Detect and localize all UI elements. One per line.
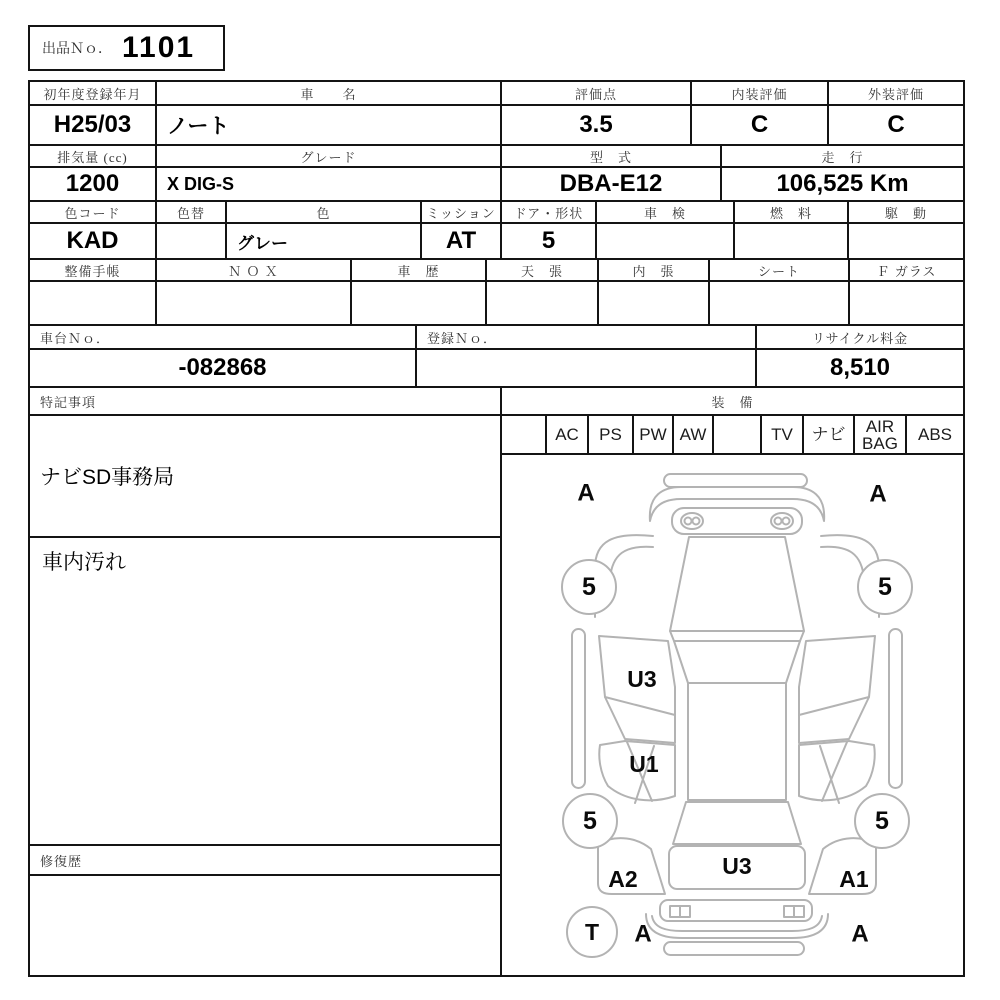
lot-number-box <box>28 25 225 71</box>
special-note-1: ナビSD事務局 <box>28 414 502 538</box>
drive-header: 駆 動 <box>847 200 965 224</box>
model-code-header: 型 式 <box>500 144 722 168</box>
color-change-value <box>155 222 227 260</box>
equipment-cell <box>712 414 762 455</box>
nox-value <box>155 280 352 326</box>
headliner-header: 天 張 <box>485 258 599 282</box>
score-value: 3.5 <box>500 104 692 146</box>
equipment-cell <box>500 414 547 455</box>
seat-value <box>708 280 850 326</box>
car-name-value: ノート <box>155 104 502 146</box>
inspection-value <box>595 222 735 260</box>
diagram-mark: U3 <box>722 853 752 879</box>
registration-no-value <box>415 348 757 388</box>
service-book-header: 整備手帳 <box>28 258 157 282</box>
equipment-cell-pw: PW <box>632 414 674 455</box>
doors-header: ドア・形状 <box>500 200 597 224</box>
doors-value: 5 <box>500 222 597 260</box>
car-name-header: 車 名 <box>155 80 502 106</box>
interior-grade-value: C <box>690 104 829 146</box>
transmission-header: ミッション <box>420 200 502 224</box>
diagram-mark: T <box>584 919 600 945</box>
seat-header: シート <box>708 258 850 282</box>
diagram-mark: U1 <box>629 751 659 777</box>
car-diagram <box>502 455 963 975</box>
repair-history-value <box>28 874 502 977</box>
lining-header: 内 張 <box>597 258 710 282</box>
service-book-value <box>28 280 157 326</box>
mileage-header: 走 行 <box>720 144 965 168</box>
displacement-value: 1200 <box>28 166 157 202</box>
repair-history-header: 修復歴 <box>28 844 502 876</box>
equipment-cell-airbag: AIR BAG <box>853 414 907 455</box>
equipment-cell-tv: TV <box>760 414 804 455</box>
history-header: 車 歴 <box>350 258 487 282</box>
diagram-mark: 5 <box>583 807 597 835</box>
first-registration-value: H25/03 <box>28 104 157 146</box>
transmission-value: AT <box>420 222 502 260</box>
first-registration-header: 初年度登録年月 <box>28 80 157 106</box>
diagram-mark: 5 <box>875 807 889 835</box>
chassis-no-header: 車台Ｎｏ． <box>28 324 417 350</box>
inspection-header: 車 検 <box>595 200 735 224</box>
front-glass-value <box>848 280 965 326</box>
equipment-cell-aw: AW <box>672 414 714 455</box>
model-code-value: DBA-E12 <box>500 166 722 202</box>
color-change-header: 色替 <box>155 200 227 224</box>
diagram-mark: A <box>869 480 887 508</box>
lot-number-value: 1101 <box>122 31 196 64</box>
drive-value <box>847 222 965 260</box>
diagram-mark: A <box>577 479 595 507</box>
damage-diagram-box <box>500 453 965 977</box>
recycle-fee-value: 8,510 <box>755 348 965 388</box>
score-header: 評価点 <box>500 80 692 106</box>
diagram-mark: 5 <box>878 573 892 601</box>
grade-header: グレード <box>155 144 502 168</box>
equipment-cell-navi: ナビ <box>802 414 855 455</box>
headliner-value <box>485 280 599 326</box>
diagram-mark: U3 <box>627 666 657 692</box>
diagram-mark: 5 <box>582 573 596 601</box>
fuel-header: 燃 料 <box>733 200 849 224</box>
grade-value: X DIG-S <box>155 166 502 202</box>
front-glass-header: Ｆ ガラス <box>848 258 965 282</box>
recycle-fee-header: リサイクル料金 <box>755 324 965 350</box>
equipment-cell-ac: AC <box>545 414 589 455</box>
color-code-value: KAD <box>28 222 157 260</box>
equipment-cell-ps: PS <box>587 414 634 455</box>
diagram-mark: A <box>851 920 869 948</box>
lining-value <box>597 280 710 326</box>
nox-header: Ｎ Ｏ Ｘ <box>155 258 352 282</box>
chassis-no-value: -082868 <box>28 348 417 388</box>
color-value: グレー <box>225 222 422 260</box>
fuel-value <box>733 222 849 260</box>
lot-number-label: 出品Ｎｏ． <box>42 42 112 57</box>
equipment-header: 装 備 <box>500 386 965 416</box>
exterior-grade-value: C <box>827 104 965 146</box>
special-note-2: 車内汚れ <box>28 536 502 846</box>
diagram-mark: A <box>634 920 652 948</box>
color-code-header: 色コード <box>28 200 157 224</box>
special-notes-header: 特記事項 <box>28 386 502 416</box>
interior-grade-header: 内装評価 <box>690 80 829 106</box>
color-header: 色 <box>225 200 422 224</box>
diagram-mark: A1 <box>839 866 869 892</box>
registration-no-header: 登録Ｎｏ． <box>415 324 757 350</box>
displacement-header: 排気量 (cc) <box>28 144 157 168</box>
diagram-mark: A2 <box>608 866 638 892</box>
mileage-value: 106,525 Km <box>720 166 965 202</box>
history-value <box>350 280 487 326</box>
equipment-cell-abs: ABS <box>905 414 965 455</box>
exterior-grade-header: 外装評価 <box>827 80 965 106</box>
